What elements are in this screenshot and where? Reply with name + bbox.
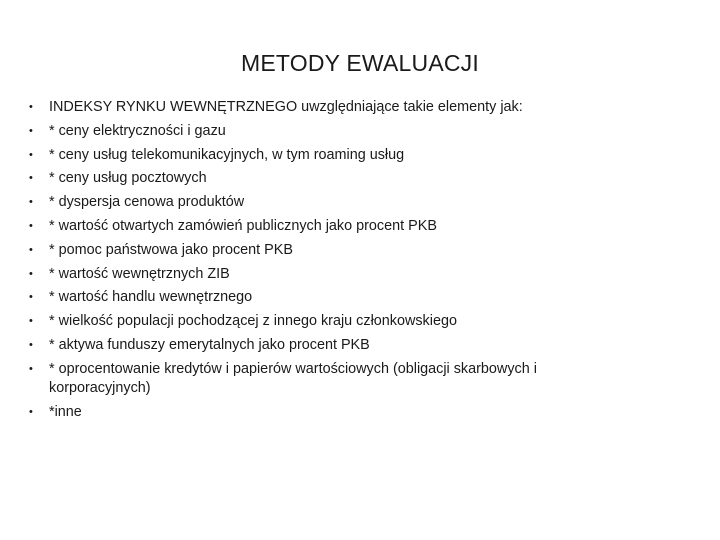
bullet-icon: • (29, 362, 33, 375)
slide-title (0, 50, 720, 77)
list-item-text: * pomoc państwowa jako procent PKB (49, 241, 293, 258)
list-item-text: * ceny elektryczności i gazu (49, 122, 226, 139)
list-item-text: *inne (49, 403, 82, 420)
bullet-icon: • (29, 267, 33, 280)
bullet-icon: • (29, 196, 33, 209)
bullet-icon: • (29, 219, 33, 232)
list-item (24, 239, 584, 263)
bullet-icon: • (29, 315, 33, 328)
bullet-list (24, 96, 584, 425)
list-item-text: * ceny usług telekomunikacyjnych, w tym roaming usług (49, 146, 405, 163)
list-item-text: * ceny usług pocztowych (49, 170, 207, 187)
list-item (24, 263, 584, 287)
bullet-icon: • (29, 338, 33, 351)
list-item (24, 191, 584, 215)
list-item (24, 96, 584, 120)
bullet-icon: • (29, 291, 33, 304)
list-item (24, 401, 584, 425)
bullet-icon: • (29, 172, 33, 185)
slide-title-text: METODY EWALUACJI (241, 50, 479, 76)
list-item-text: * wartość otwartych zamówień publicznych jako procent PKB (49, 217, 437, 234)
list-item (24, 358, 584, 401)
list-item-text: * oprocentowanie kredytów i papierów wartościowych (obligacji skarbowych i korporacyjnych) (49, 360, 537, 396)
list-item-text: INDEKSY RYNKU WEWNĘTRZNEGO uwzględniające takie elementy jak: (49, 99, 523, 115)
list-item-text: * aktywa funduszy emerytalnych jako procent PKB (49, 336, 370, 353)
list-item-text: * wartość wewnętrznych ZIB (49, 265, 230, 282)
list-item (24, 167, 584, 191)
bullet-icon: • (29, 124, 33, 137)
list-item (24, 120, 584, 144)
list-item (24, 215, 584, 239)
list-item (24, 144, 584, 168)
bullet-icon: • (29, 101, 33, 113)
list-item-text: * wielkość populacji pochodzącej z innego kraju członkowskiego (49, 313, 457, 330)
list-item (24, 334, 584, 358)
list-item-text: * wartość handlu wewnętrznego (49, 289, 253, 306)
bullet-icon: • (29, 243, 33, 256)
list-item-text: * dyspersja cenowa produktów (49, 194, 245, 211)
bullet-icon: • (29, 148, 33, 161)
list-item (24, 286, 584, 310)
list-item (24, 310, 584, 334)
bullet-icon: • (29, 405, 33, 418)
